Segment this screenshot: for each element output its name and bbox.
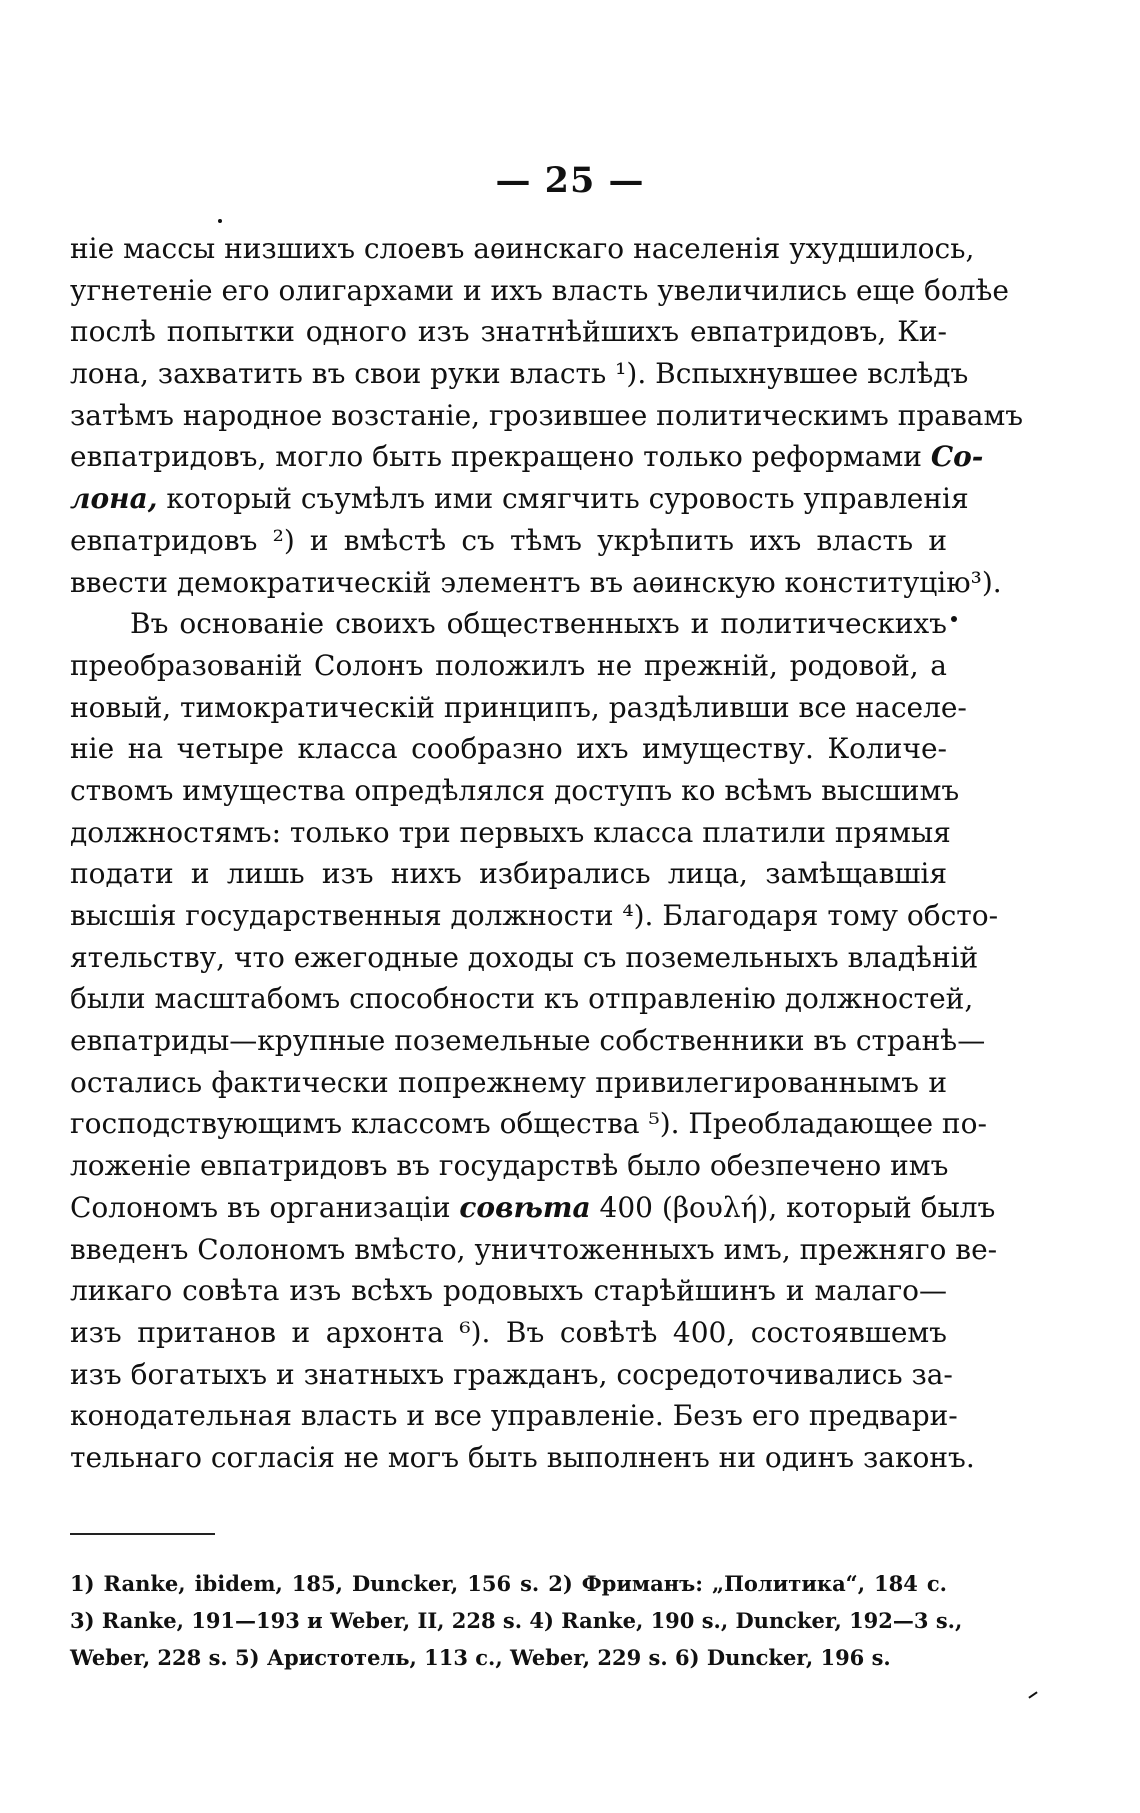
footnote-line: 3) Ranke, 191—193 и Weber, II, 228 s. 4) Ranke, 190 s., Duncker, 192—3 s., xyxy=(70,1608,963,1633)
text-line: преобразованій Солонъ положилъ не прежній, родовой, а xyxy=(70,648,947,682)
text-line: господствующимъ классомъ общества ⁵). Преобладающее по- xyxy=(70,1107,987,1141)
text-line: евпатридовъ ²) и вмѣстѣ съ тѣмъ укрѣпить ихъ власть и xyxy=(70,523,947,557)
text-line: изъ пританов и архонта ⁶). Въ совѣтѣ 400, состоявшемъ xyxy=(70,1315,947,1349)
text-line: новый, тимократическій принципъ, раздѣливши все населе- xyxy=(70,690,967,724)
text-line: ликаго совѣта изъ всѣхъ родовыхъ старѣйшинъ и малаго— xyxy=(70,1274,947,1308)
footnote-line: Weber, 228 s. 5) Аристотель, 113 с., Weber, 229 s. 6) Duncker, 196 s. xyxy=(70,1645,891,1670)
text-line: евпатридовъ, могло быть прекращено только реформами Со- xyxy=(70,440,984,474)
page-number: — 25 — xyxy=(495,160,645,201)
text-line: изъ богатыхъ и знатныхъ гражданъ, сосредоточивались за- xyxy=(70,1357,953,1391)
text-line: ніе на четыре класса сообразно ихъ имуществу. Количе- xyxy=(70,732,947,766)
text-line: ніе массы низшихъ слоевъ аѳинскаго населенія ухудшилось, xyxy=(70,232,975,265)
footnote-line: 1) Ranke, ibidem, 185, Duncker, 156 s. 2) Фриманъ: „Политика“, 184 с. xyxy=(70,1571,947,1596)
text-line: евпатриды—крупные поземельные собственники въ странѣ— xyxy=(70,1024,986,1058)
text-line: ствомъ имущества опредѣлялся доступъ ко всѣмъ высшимъ xyxy=(70,773,960,807)
footnotes xyxy=(70,1565,963,1676)
text-line: угнетеніе его олигархами и ихъ власть увеличились еще болѣе xyxy=(70,273,1009,307)
text-line: подати и лишь изъ нихъ избирались лица, замѣщавшія xyxy=(70,857,947,891)
text-line: высшія государственныя должности ⁴). Благодаря тому обсто- xyxy=(70,899,999,932)
text-line: ятельству, что ежегодные доходы съ поземельныхъ владѣній xyxy=(70,940,979,974)
ink-speck xyxy=(218,219,222,223)
text-line: Въ основаніе своихъ общественныхъ и политическихъ xyxy=(130,607,947,641)
text-line: ложеніе евпатридовъ въ государствѣ было обезпечено имъ xyxy=(70,1149,949,1183)
pencil-mark xyxy=(1028,1691,1037,1698)
text-line: остались фактически попрежнему привилегированнымъ и xyxy=(70,1065,947,1099)
text-line: ввести демократическій элементъ въ аѳинскую конституцію³). xyxy=(70,565,1002,599)
text-line: конодательная власть и все управленіе. Безъ его предвари- xyxy=(70,1399,958,1433)
body-text xyxy=(70,228,1024,1479)
text-line: тельнаго согласія не могъ быть выполненъ ни одинъ законъ. xyxy=(70,1440,975,1474)
text-line: должностямъ: только три первыхъ класса платили прямыя xyxy=(70,815,951,849)
text-line: послѣ попытки одного изъ знатнѣйшихъ евпатридовъ, Ки- xyxy=(70,315,947,349)
ink-speck xyxy=(951,616,957,622)
text-line: введенъ Солономъ вмѣсто, уничтоженныхъ имъ, прежняго ве- xyxy=(70,1232,998,1266)
text-line: Солономъ въ организаціи совѣта 400 (βουλή), который былъ xyxy=(70,1190,996,1224)
text-line: были масштабомъ способности къ отправленію должностей, xyxy=(70,982,974,1016)
text-line: затѣмъ народное возстаніе, грозившее политическимъ правамъ xyxy=(70,398,1024,432)
text-line: лона, который съумѣлъ ими смягчить суровость управленія xyxy=(70,482,969,516)
text-line: лона, захватить въ свои руки власть ¹). Вспыхнувшее вслѣдъ xyxy=(70,357,969,391)
footnote-rule xyxy=(70,1533,215,1535)
